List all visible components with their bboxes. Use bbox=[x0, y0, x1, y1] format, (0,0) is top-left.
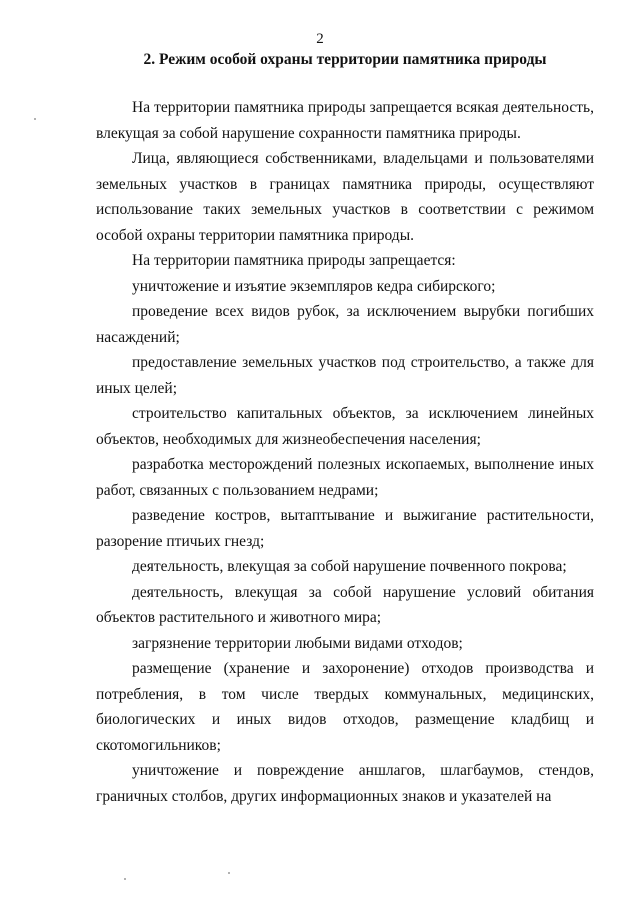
list-item: разведение костров, вытаптывание и выжигание растительности, разорение птичьих гнезд; bbox=[96, 507, 594, 550]
list-item: разработка месторождений полезных ископаемых, выполнение иных работ, связанных с пользованием недрами; bbox=[96, 456, 594, 499]
paragraph-land-owners: Лица, являющиеся собственниками, владельцами и пользователями земельных участков в границах памятника природы, осуществляют использование таких земельных участков в соответствии с режимом особой охраны территории памятника природы. bbox=[96, 150, 594, 244]
list-item: уничтожение и изъятие экземпляров кедра сибирского; bbox=[132, 277, 496, 295]
list-item: проведение всех видов рубок, за исключением вырубки погибших насаждений; bbox=[96, 303, 594, 346]
list-item: деятельность, влекущая за собой нарушение условий обитания объектов растительного и животного мира; bbox=[96, 583, 594, 626]
paragraph-prohibited-intro: На территории памятника природы запрещается: bbox=[132, 252, 456, 269]
scan-speck bbox=[34, 118, 36, 120]
scan-speck bbox=[228, 872, 230, 874]
section-heading: 2. Режим особой охраны территории памятника природы bbox=[143, 51, 547, 68]
paragraph-prohibition-general: На территории памятника природы запрещается всякая деятельность, влекущая за собой нарушение сохранности памятника природы. bbox=[96, 99, 594, 142]
list-item: строительство капитальных объектов, за исключением линейных объектов, необходимых для жизнеобеспечения населения; bbox=[96, 405, 594, 448]
list-item: уничтожение и повреждение аншлагов, шлагбаумов, стендов, граничных столбов, других информационных знаков и указателей на bbox=[96, 762, 594, 805]
list-item: предоставление земельных участков под строительство, а также для иных целей; bbox=[96, 354, 594, 397]
body-text bbox=[96, 95, 594, 809]
list-item: деятельность, влекущая за собой нарушение почвенного покрова; bbox=[132, 558, 567, 575]
list-item: загрязнение территории любыми видами отходов; bbox=[132, 634, 463, 652]
list-item: размещение (хранение и захоронение) отходов производства и потребления, в том числе твердых коммунальных, медицинских, биологических и иных видов отходов, размещение кладбищ и скотомогильников; bbox=[96, 660, 594, 754]
page-number: 2 bbox=[316, 31, 324, 47]
scan-speck bbox=[124, 878, 126, 880]
